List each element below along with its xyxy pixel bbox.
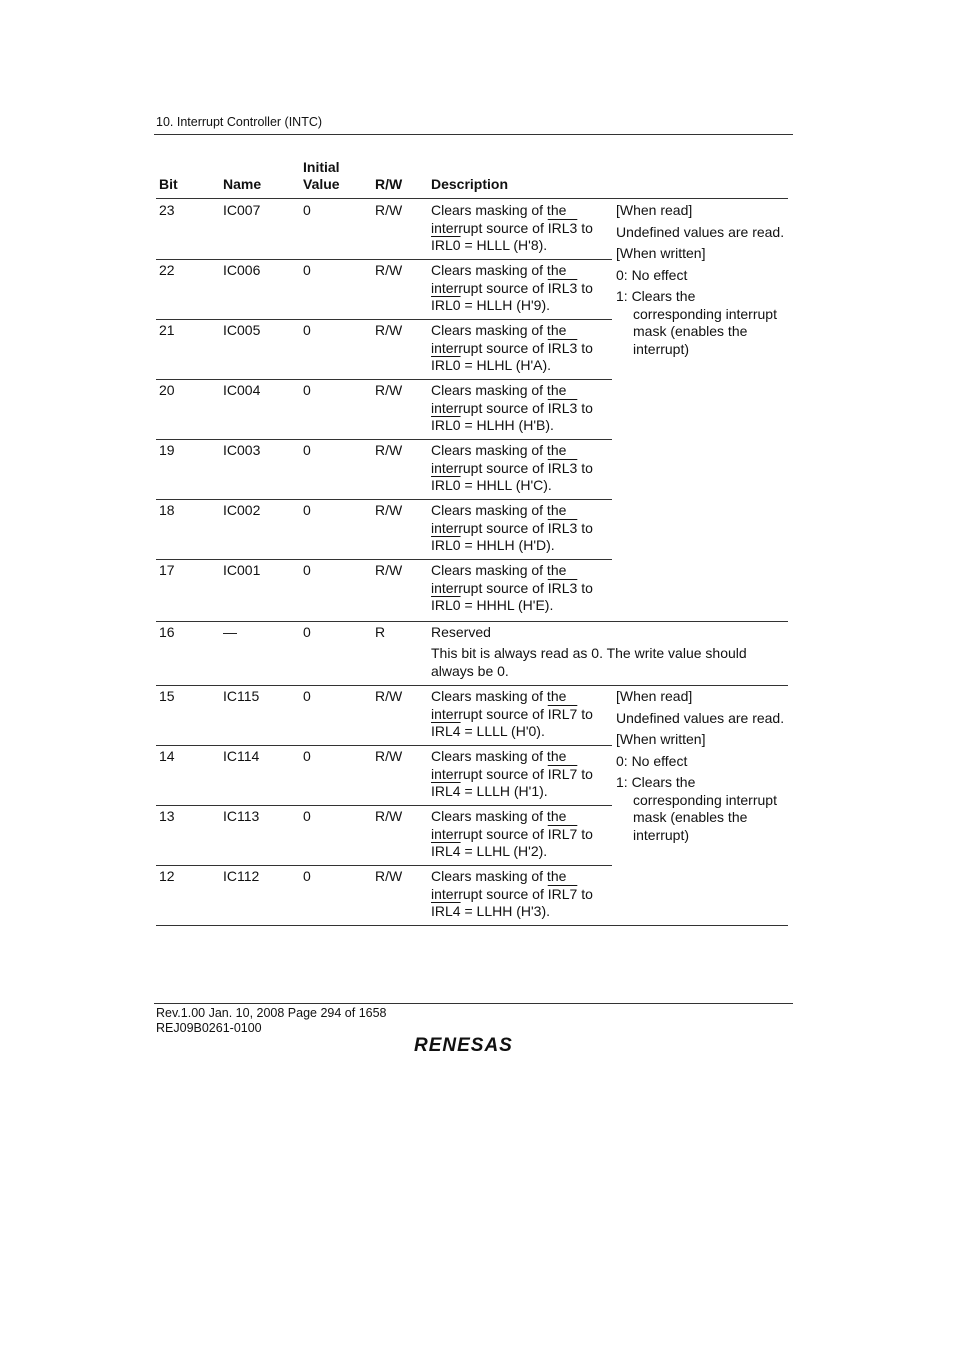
description-cell: [431, 502, 611, 555]
rw-cell: R/W: [375, 202, 403, 218]
description-text: to: [577, 825, 593, 842]
row-rule: [156, 319, 612, 320]
renesas-logo: [414, 1034, 534, 1056]
description-text: = LLLL (H'0).: [460, 723, 545, 739]
description-cell: [431, 262, 611, 315]
row-rule: [156, 499, 612, 500]
description-line-3: [431, 597, 611, 615]
signal-name-overlined: IRL4: [431, 723, 461, 739]
description-text: interrupt source of: [431, 519, 548, 536]
option-1-head: 1: Clears the: [616, 288, 696, 304]
rw-cell: R/W: [375, 562, 403, 578]
description-text: = HHLH (H'D).: [460, 537, 555, 553]
row-rule: [156, 259, 612, 260]
bit-cell: 18: [159, 502, 175, 518]
bit-cell: 23: [159, 202, 175, 218]
description-line-2: [431, 520, 611, 538]
signal-name-overlined: IRL0: [431, 597, 461, 613]
name-cell: IC004: [223, 382, 261, 398]
description-line-2: [431, 886, 611, 904]
row-rule: [156, 805, 612, 806]
description-line-1: Clears masking of the: [431, 382, 567, 398]
when-written-label: [When written]: [616, 245, 706, 261]
signal-name-overlined: IRL3: [547, 399, 578, 416]
description-text: to: [577, 705, 593, 722]
description-line-2: [431, 766, 611, 784]
description-line-2: [431, 706, 611, 724]
description-line-3: [431, 297, 611, 315]
description-text: = HHLL (H'C).: [460, 477, 552, 493]
signal-name-overlined: IRL7: [547, 705, 578, 722]
signal-name-overlined: IRL0: [431, 417, 461, 433]
name-cell: IC001: [223, 562, 261, 578]
footer-rev: Rev.1.00 Jan. 10, 2008 Page 294 of 1658: [156, 1006, 387, 1020]
description-line-3: [431, 843, 611, 861]
row-rule: [156, 559, 612, 560]
description-text: interrupt source of: [431, 219, 548, 236]
side-note-group2: [616, 688, 788, 844]
initial-value-cell: 0: [303, 562, 311, 578]
bit-cell: 21: [159, 322, 175, 338]
description-text: to: [577, 765, 593, 782]
description-text: to: [577, 579, 593, 596]
description-text: = HLHH (H'B).: [460, 417, 554, 433]
row-rule: [156, 685, 788, 686]
description-text: to: [577, 339, 593, 356]
signal-name-overlined: IRL3: [547, 519, 578, 536]
description-cell: [431, 202, 611, 255]
description-line-3: [431, 723, 611, 741]
table-header-rule: [156, 198, 788, 199]
option-1-rest: corresponding interrupt mask (enables the interrupt): [633, 305, 777, 357]
description-line-1: Clears masking of the: [431, 562, 567, 578]
description-line-2: [431, 340, 611, 358]
signal-name-overlined: IRL7: [547, 885, 578, 902]
description-line-1: Clears masking of the: [431, 868, 567, 884]
signal-name-overlined: IRL0: [431, 237, 461, 253]
rw-cell: R/W: [375, 502, 403, 518]
initial-value-cell: 0: [303, 322, 311, 338]
col-initial-1: Initial: [303, 159, 340, 175]
name-cell: IC112: [223, 868, 260, 884]
description-text: interrupt source of: [431, 399, 548, 416]
bit-cell: 16: [159, 624, 175, 640]
description-line-1: Clears masking of the: [431, 688, 567, 704]
row-rule: [156, 925, 788, 926]
description-line-3: [431, 903, 611, 921]
name-cell: IC007: [223, 202, 261, 218]
description-text: = HLHL (H'A).: [460, 357, 552, 373]
description-text: to: [577, 519, 593, 536]
signal-name-overlined: IRL0: [431, 537, 461, 553]
signal-name-overlined: IRL3: [547, 219, 578, 236]
signal-name-overlined: IRL0: [431, 297, 461, 313]
signal-name-overlined: IRL4: [431, 783, 461, 799]
description-text: interrupt source of: [431, 825, 548, 842]
row-rule: [156, 621, 788, 622]
signal-name-overlined: IRL7: [547, 765, 578, 782]
rw-cell: R/W: [375, 322, 403, 338]
description-text: = HLLL (H'8).: [460, 237, 548, 253]
name-cell: IC114: [223, 748, 260, 764]
reserved-text: This bit is always read as 0. The write value should always be 0.: [431, 645, 747, 679]
bit-cell: 15: [159, 688, 175, 704]
rw-cell: R/W: [375, 442, 403, 458]
when-written-label: [When written]: [616, 731, 706, 747]
col-initial-2: Value: [303, 176, 340, 192]
description-cell: [431, 868, 611, 921]
signal-name-overlined: IRL4: [431, 843, 461, 859]
name-cell: IC113: [223, 808, 260, 824]
signal-name-overlined: IRL0: [431, 357, 461, 373]
signal-name-overlined: IRL4: [431, 903, 461, 919]
description-line-2: [431, 826, 611, 844]
rw-cell: R/W: [375, 748, 403, 764]
bit-cell: 12: [159, 868, 175, 884]
footer-doc-number: REJ09B0261-0100: [156, 1021, 262, 1035]
row-rule: [156, 379, 612, 380]
reserved-title: Reserved: [431, 624, 491, 640]
description-line-3: [431, 477, 611, 495]
description-cell: [431, 562, 611, 615]
bit-cell: 14: [159, 748, 175, 764]
description-text: interrupt source of: [431, 579, 548, 596]
rw-cell: R/W: [375, 688, 403, 704]
option-1-rest: corresponding interrupt mask (enables the interrupt): [633, 791, 777, 843]
description-text: interrupt source of: [431, 459, 548, 476]
description-text: = HLLH (H'9).: [460, 297, 550, 313]
bit-cell: 17: [159, 562, 175, 578]
description-cell: [431, 442, 611, 495]
initial-value-cell: 0: [303, 748, 311, 764]
signal-name-overlined: IRL3: [547, 279, 578, 296]
description-line-3: [431, 537, 611, 555]
col-rw: R/W: [375, 176, 403, 192]
name-cell: IC003: [223, 442, 261, 458]
description-line-2: [431, 400, 611, 418]
initial-value-cell: 0: [303, 624, 311, 640]
when-read-label: [When read]: [616, 202, 693, 218]
initial-value-cell: 0: [303, 442, 311, 458]
description-cell: [431, 322, 611, 375]
initial-value-cell: 0: [303, 502, 311, 518]
bit-cell: 20: [159, 382, 175, 398]
description-text: = LLHL (H'2).: [460, 843, 548, 859]
description-line-1: Clears masking of the: [431, 442, 567, 458]
section-header: 10. Interrupt Controller (INTC): [156, 115, 323, 129]
description-line-1: Clears masking of the: [431, 202, 567, 218]
description-line-3: [431, 357, 611, 375]
rw-cell: R/W: [375, 808, 403, 824]
initial-value-cell: 0: [303, 688, 311, 704]
name-cell: IC006: [223, 262, 261, 278]
bit-cell: 13: [159, 808, 175, 824]
row-rule: [156, 745, 612, 746]
description-cell: [431, 808, 611, 861]
footer-rule: [154, 1003, 793, 1004]
col-description: Description: [431, 176, 509, 192]
initial-value-cell: 0: [303, 382, 311, 398]
initial-value-cell: 0: [303, 808, 311, 824]
description-text: to: [577, 885, 593, 902]
side-note-group1: [616, 202, 788, 358]
description-text: to: [577, 219, 593, 236]
description-line-1: Clears masking of the: [431, 322, 567, 338]
description-text: interrupt source of: [431, 765, 548, 782]
description-text: interrupt source of: [431, 339, 548, 356]
description-text: = LLHH (H'3).: [460, 903, 550, 919]
name-cell: —: [223, 624, 237, 640]
read-text: Undefined values are read.: [616, 223, 785, 240]
description-text: interrupt source of: [431, 885, 548, 902]
read-text: Undefined values are read.: [616, 709, 785, 726]
option-0: 0: No effect: [616, 266, 688, 283]
description-text: interrupt source of: [431, 279, 548, 296]
description-text: = LLLH (H'1).: [460, 783, 548, 799]
option-1-head: 1: Clears the: [616, 774, 696, 790]
description-text: to: [577, 459, 593, 476]
signal-name-overlined: IRL3: [547, 579, 578, 596]
signal-name-overlined: IRL7: [547, 825, 578, 842]
description-line-1: Clears masking of the: [431, 748, 567, 764]
initial-value-cell: 0: [303, 868, 311, 884]
description-text: to: [577, 399, 593, 416]
description-line-1: Clears masking of the: [431, 502, 567, 518]
signal-name-overlined: IRL0: [431, 477, 461, 493]
when-read-label: [When read]: [616, 688, 693, 704]
description-line-2: [431, 460, 611, 478]
signal-name-overlined: IRL3: [547, 459, 578, 476]
col-bit: Bit: [159, 176, 178, 192]
description-cell: [431, 382, 611, 435]
description-text: = HHHL (H'E).: [460, 597, 554, 613]
description-line-3: [431, 237, 611, 255]
description-line-1: Clears masking of the: [431, 808, 567, 824]
name-cell: IC002: [223, 502, 261, 518]
description-cell: [431, 688, 611, 741]
logo-text: RENESAS: [414, 1035, 513, 1056]
description-text: to: [577, 279, 593, 296]
description-line-3: [431, 783, 611, 801]
description-line-3: [431, 417, 611, 435]
description-line-1: Clears masking of the: [431, 262, 567, 278]
bit-cell: 22: [159, 262, 175, 278]
description-text: interrupt source of: [431, 705, 548, 722]
row-rule: [156, 439, 612, 440]
description-line-2: [431, 280, 611, 298]
name-cell: IC115: [223, 688, 260, 704]
row-rule: [156, 865, 612, 866]
initial-value-cell: 0: [303, 262, 311, 278]
description-line-2: [431, 220, 611, 238]
option-0: 0: No effect: [616, 752, 688, 769]
rw-cell: R/W: [375, 262, 403, 278]
description-line-2: [431, 580, 611, 598]
col-name: Name: [223, 176, 262, 192]
signal-name-overlined: IRL3: [547, 339, 578, 356]
initial-value-cell: 0: [303, 202, 311, 218]
rw-cell: R/W: [375, 868, 403, 884]
header-rule: [154, 134, 793, 135]
rw-cell: R/W: [375, 382, 403, 398]
name-cell: IC005: [223, 322, 261, 338]
bit-cell: 19: [159, 442, 175, 458]
description-cell: [431, 748, 611, 801]
rw-cell: R: [375, 624, 386, 640]
